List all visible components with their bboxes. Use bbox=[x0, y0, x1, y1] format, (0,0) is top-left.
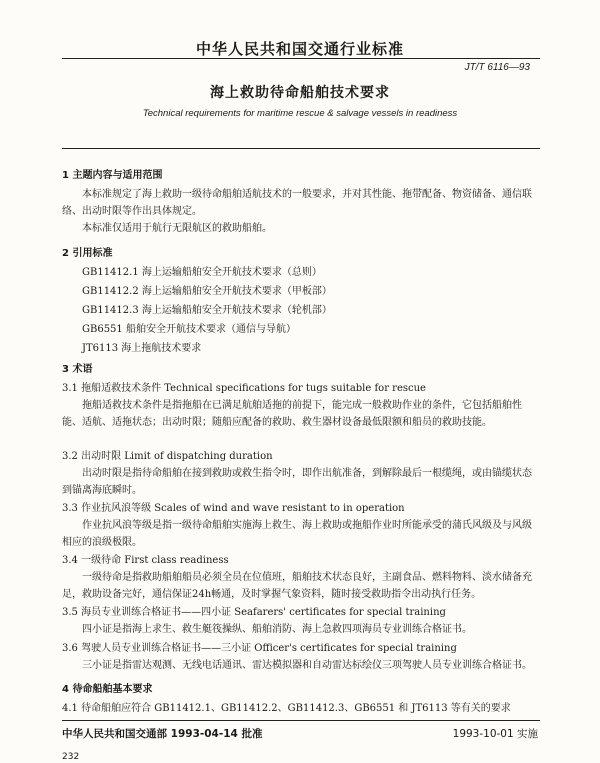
document-title: 海上救助待命船舶技术要求 bbox=[210, 85, 390, 101]
term-3-1 bbox=[62, 380, 426, 397]
document-subtitle: Technical requirements for maritime rescue & salvage vessels in readiness bbox=[142, 108, 458, 119]
term-3-5-label: 3.5 海员专业训练合格证书——四小证 bbox=[62, 607, 232, 618]
effective-date: 1993-10-01 实施 bbox=[452, 728, 538, 740]
approval-line: 中华人民共和国交通部 1993-04-14 批准 bbox=[62, 728, 263, 740]
term-3-5 bbox=[62, 604, 446, 621]
term-3-4-english: First class readiness bbox=[124, 555, 229, 566]
section-4-1: 4.1 待命船舶应符合 GB11412.1、GB11412.2、GB11412.3、GB6551 和 JT6113 等有关的要求 bbox=[62, 703, 511, 714]
section-3-heading: 3 术语 bbox=[62, 364, 93, 375]
term-3-2-english: Limit of dispatching duration bbox=[124, 451, 273, 462]
reference-item: JT6113 海上拖航技术要求 bbox=[82, 343, 202, 354]
standard-number: JT/T 6116—93 bbox=[464, 62, 530, 73]
term-3-2-body: 出动时限是指待命船舶在接到救助或救生指令时，即作出航准备，到解除最后一根缆绳，或由锚缆状态到锚离海底瞬时。 bbox=[62, 468, 532, 496]
section-4-heading: 4 待命船舶基本要求 bbox=[62, 684, 153, 695]
term-3-4-label: 3.4 一级待命 bbox=[62, 555, 122, 566]
reference-item: GB11412.2 海上运输船舶安全开航技术要求（甲板部） bbox=[82, 286, 332, 297]
term-3-3-label: 3.3 作业抗风浪等级 bbox=[62, 503, 152, 514]
term-3-6-label: 3.6 驾驶人员专业训练合格证书——三小证 bbox=[62, 643, 252, 654]
term-3-3-english: Scales of wind and wave resistant to in operation bbox=[154, 503, 405, 514]
section-1-paragraph-2: 本标准仅适用于航行无限航区的救助船舶。 bbox=[82, 223, 272, 234]
footer-rule bbox=[62, 720, 540, 721]
term-3-1-body: 拖船适救技术条件是指拖船在已满足航舶适拖的前提下，能完成一般救助作业的条件，它包括船舶性能、适航、适拖状态；出动时限；随船应配备的救助、救生器材设备最低限额和船员的救助技能。 bbox=[62, 400, 522, 428]
term-3-4 bbox=[62, 552, 229, 569]
section-2-heading: 2 引用标准 bbox=[62, 248, 113, 259]
term-3-3 bbox=[62, 500, 405, 517]
term-3-5-body: 四小证是指海上求生、救生艇筏操纵、船舶消防、海上急救四项海员专业训练合格证书。 bbox=[82, 624, 472, 635]
term-3-1-english: Technical specifications for tugs suitable for rescue bbox=[164, 383, 426, 394]
header-rule bbox=[62, 58, 540, 59]
term-3-6-english: Officer's certificates for special training bbox=[254, 643, 457, 654]
reference-item: GB11412.1 海上运输船舶安全开航技术要求（总则） bbox=[82, 267, 322, 278]
standard-category-title: 中华人民共和国交通行业标准 bbox=[195, 40, 404, 58]
page-number: 232 bbox=[62, 752, 80, 762]
term-3-6 bbox=[62, 640, 457, 657]
term-3-2-label: 3.2 出动时限 bbox=[62, 451, 122, 462]
reference-item: GB11412.3 海上运输船舶安全开航技术要求（轮机部） bbox=[82, 305, 332, 316]
term-3-2 bbox=[62, 448, 273, 465]
term-3-5-english: Seafarers' certificates for special training bbox=[234, 607, 446, 618]
term-3-1-label: 3.1 拖船适救技术条件 bbox=[62, 383, 162, 394]
title-rule bbox=[62, 148, 540, 149]
section-1-paragraph-1: 本标准规定了海上救助一级待命船舶适航技术的一般要求，并对其性能、拖带配备、物资储备、通信联络、出动时限等作出具体规定。 bbox=[62, 189, 532, 217]
reference-item: GB6551 船舶安全开航技术要求（通信与导航） bbox=[82, 324, 296, 335]
term-3-6-body: 三小证是指雷达观测、无线电话通讯、雷达模拟器和自动雷达标绘仪三项驾驶人员专业训练合格证书。 bbox=[82, 660, 532, 671]
term-3-3-body: 作业抗风浪等级是指一级待命船舶实施海上救生、海上救助或拖船作业时所能承受的蒲氏风级及与风级相应的浪级极限。 bbox=[62, 520, 532, 548]
section-1-heading: 1 主题内容与适用范围 bbox=[62, 170, 163, 181]
term-3-4-body: 一级待命是指救助船舶船员必须全员在位值班，船舶技术状态良好，主副食品、燃料物料、淡水储备充足，救助设备完好，通信保证24h畅通，及时掌握气象资料，随时接受救助指令出动执行任务。 bbox=[62, 572, 532, 600]
